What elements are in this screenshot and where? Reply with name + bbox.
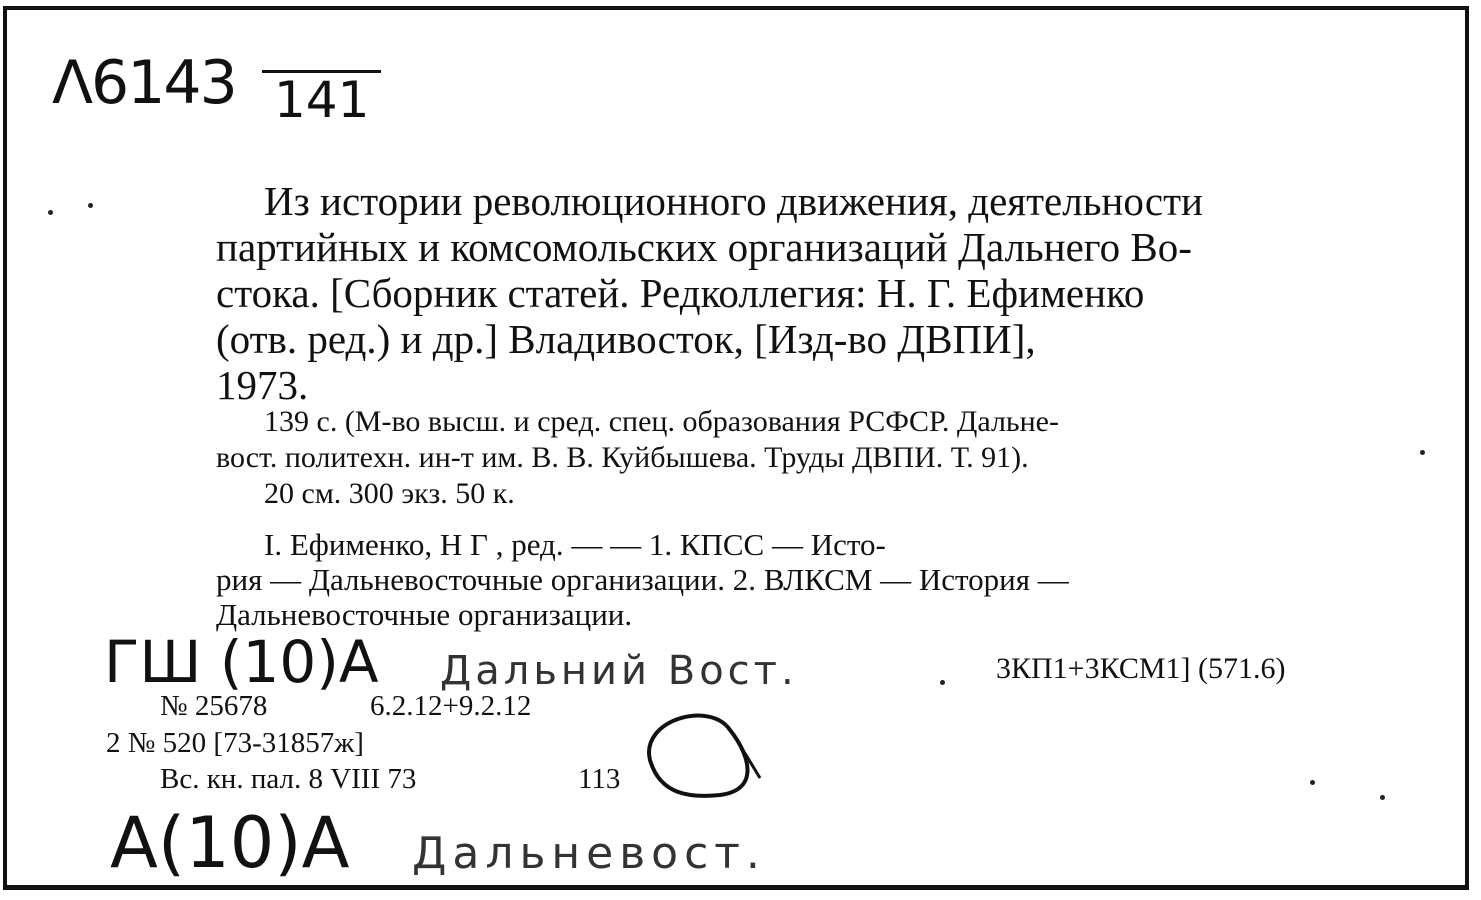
card-index: 6.2.12+9.2.12 bbox=[370, 690, 532, 722]
handwritten-fraction: 141 bbox=[262, 70, 381, 128]
title-line: Из истории революционного движения, деятельности bbox=[264, 178, 1203, 224]
handwritten-shelf-mark-bottom: А(10)А bbox=[110, 802, 350, 884]
subject-line: Дальневосточные организации. bbox=[216, 597, 633, 632]
specks bbox=[1310, 780, 1315, 785]
physical-line: 139 с. (М-во высш. и сред. спец. образования РСФСР. Дальне- bbox=[264, 405, 1059, 438]
handwritten-shelf-mark-top: ГШ (10)А bbox=[104, 628, 379, 696]
physical-line: вост. политехн. ин-т им. В. В. Куйбышева. Труды ДВПИ. Т. 91). bbox=[216, 441, 1029, 474]
subject-line: рия — Дальневосточные организации. 2. ВЛКСМ — История — bbox=[216, 562, 1069, 597]
specks bbox=[88, 203, 93, 208]
handwritten-call-number: Λ6143 bbox=[52, 48, 236, 118]
subject-line: I. Ефименко, Н Г , ред. — — 1. КПСС — Исто- bbox=[264, 527, 886, 562]
specks bbox=[1380, 795, 1385, 800]
order-number: 2 № 520 [73-31857ж] bbox=[106, 727, 364, 759]
card-number: № 25678 bbox=[160, 690, 268, 722]
round-stamp-mark bbox=[620, 700, 790, 810]
subject-headings bbox=[216, 527, 1069, 632]
specks bbox=[1420, 450, 1425, 455]
physical-line: 20 см. 300 экз. 50 к. bbox=[264, 477, 515, 510]
stamp-fragment: 113 bbox=[578, 763, 621, 795]
physical-description bbox=[216, 404, 1059, 512]
classification-index: 3КП1+3КСМ1] (571.6) bbox=[996, 652, 1286, 685]
printing-note: Вс. кн. пал. 8 VIII 73 bbox=[160, 763, 417, 795]
title-line: стока. [Сборник статей. Редколлегия: Н. Г. Ефименко bbox=[216, 270, 1145, 316]
specks bbox=[48, 210, 53, 215]
title-line: 1973. bbox=[216, 362, 309, 408]
handwritten-shelf-note-bottom: Дальневост. bbox=[412, 828, 766, 879]
handwritten-shelf-note-top: Дальний Вост. bbox=[440, 648, 798, 694]
title-line: партийных и комсомольских организаций Дальнего Во- bbox=[216, 224, 1192, 270]
specks bbox=[940, 680, 945, 685]
title-block bbox=[216, 178, 1203, 408]
title-line: (отв. ред.) и др.] Владивосток, [Изд-во ДВПИ], bbox=[216, 316, 1036, 362]
